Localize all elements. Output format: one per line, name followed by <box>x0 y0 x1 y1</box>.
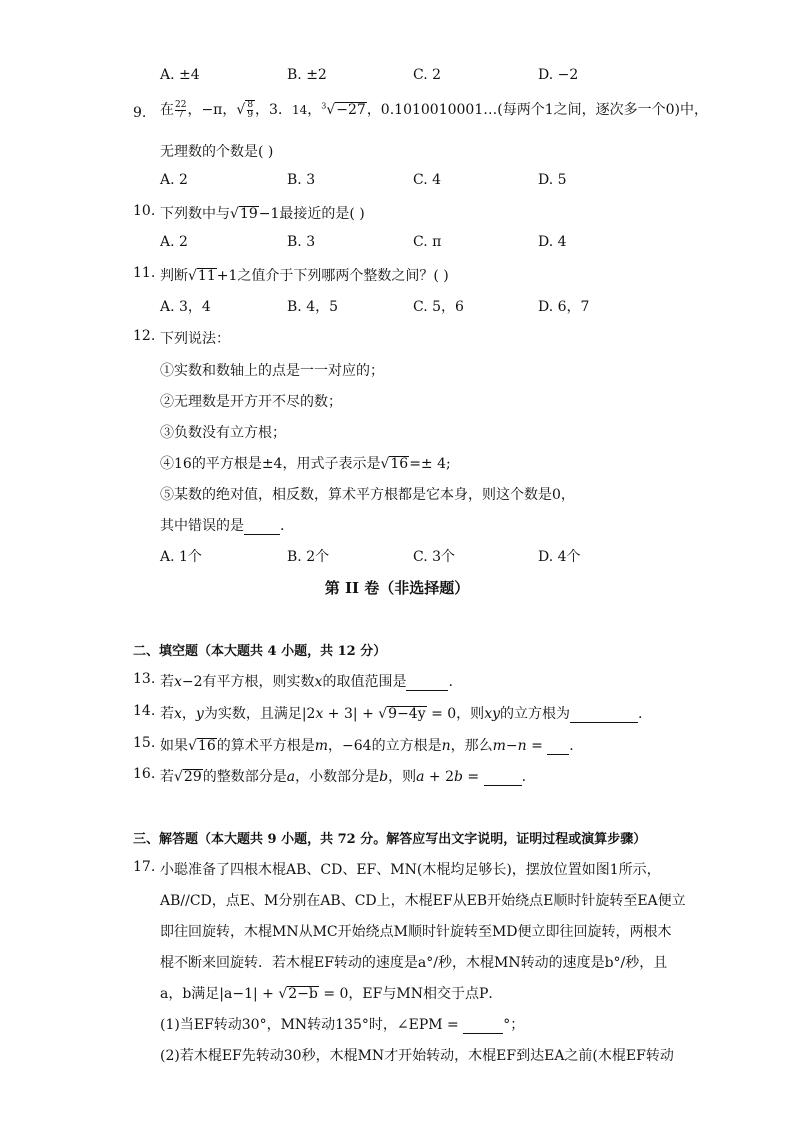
q14-text: 的立方根为 <box>500 706 570 722</box>
q12-statement-5: ⑤某数的绝对值，相反数，算术平方根都是它本身，则这个数是0， <box>160 487 575 503</box>
q16-var: b <box>453 769 463 785</box>
q9-text: ， <box>307 102 322 118</box>
q14-text: 为实数，且满足|2 <box>203 706 316 722</box>
q12-option-b: B. 2个 <box>287 549 330 565</box>
q17-line-5: a，b满足|a−1| + √2−b = 0，EF与MN相交于点P． <box>160 986 503 1002</box>
q10-stem: 下列数中与√19−1最接近的是( ) <box>160 206 365 222</box>
q8-option-c: C. 2 <box>413 67 442 83</box>
q13-stem <box>160 671 453 691</box>
q15-var: m <box>492 738 506 754</box>
q15-text: 的算术平方根是 <box>216 738 315 754</box>
q14-text: . <box>638 706 643 722</box>
q10-option-a: A. 2 <box>160 234 188 250</box>
q17-line-6 <box>160 1014 524 1034</box>
q9-option-a: A. 2 <box>160 172 188 188</box>
q8-option-d: D. −2 <box>538 67 579 83</box>
q13-text: −2有平方根，则实数 <box>181 674 315 690</box>
part-title: 第 II 卷（非选择题） <box>324 579 470 597</box>
q9-option-c: C. 4 <box>413 172 442 188</box>
q9-fraction <box>175 101 186 120</box>
q9-option-b: B. 3 <box>287 172 316 188</box>
q12-text: . <box>280 518 285 534</box>
q14-text: + 3| + <box>323 706 379 722</box>
q12-radicand: 16 <box>390 456 409 472</box>
q9-cbrt-index: 3 <box>321 101 327 111</box>
q11-stem: 判断√11+1之值介于下列哪两个整数之间？( ) <box>160 268 449 284</box>
q16-var: b <box>379 769 389 785</box>
q17-line-3: 即往回旋转，木棍MN从MC开始绕点M顺时针旋转至MD便立即往回旋转，两根木 <box>160 924 672 940</box>
q17-radicand: 2−b <box>288 986 318 1002</box>
q15-number: 15. <box>133 735 156 751</box>
q17-text: a，b满足|a−1| + <box>160 986 279 1002</box>
q14-number: 14. <box>133 703 156 719</box>
q14-var: x <box>315 706 324 722</box>
q13-text: 的取值范围是 <box>322 674 407 690</box>
answer-blank[interactable] <box>547 740 569 755</box>
q12-stem: 下列说法： <box>160 331 230 347</box>
q12-text: =± 4; <box>409 456 451 472</box>
q17-text: (1)当EF转动30°，MN转动135°时，∠EPM = <box>160 1017 464 1033</box>
q16-var: a <box>416 769 425 785</box>
q9-sqrt-numerator: 8 <box>247 99 254 110</box>
q12-text: 其中错误的是 <box>160 518 244 534</box>
q11-option-d: D. 6，7 <box>538 299 590 315</box>
q8-option-a: A. ±4 <box>160 67 200 83</box>
q12-answer-line <box>160 515 284 535</box>
q16-text: 的整数部分是 <box>202 769 287 785</box>
q13-var: x <box>174 674 182 690</box>
q14-text: ， <box>181 706 196 722</box>
q14-var: xy <box>484 706 500 722</box>
q17-number: 17. <box>133 859 156 875</box>
q17-line-1: 小聪准备了四根木棍AB、CD、EF、MN(木棍均足够长)，摆放位置如图1所示， <box>160 862 661 878</box>
q16-var: a <box>286 769 296 785</box>
q17-line-4: 棍不断来回旋转．若木棍EF转动的速度是a°/秒，木棍MN转动的速度是b°/秒，且 <box>160 955 668 971</box>
q9-fraction-numerator: 22 <box>175 99 187 110</box>
q8-option-b: B. ±2 <box>287 67 327 83</box>
q15-text: ，−64的立方根是 <box>328 738 442 754</box>
q15-var: n <box>517 738 527 754</box>
q17-text: = 0，EF与MN相交于点P． <box>318 986 503 1002</box>
q9-text: ，0.1010010001…(每两个1之间，逐次多一个0)中， <box>366 102 708 118</box>
q16-text: ，小数部分是 <box>295 769 380 785</box>
section-heading-solve: 三、解答题（本大题共 9 小题，共 72 分。解答应写出文字说明，证明过程或演算步骤） <box>133 832 647 847</box>
q17-line-2: AB//CD，点E、M分别在AB、CD上，木棍EF从EB开始绕点E顺时针旋转至EA便立 <box>160 893 686 909</box>
q9-cbrt-radicand: −27 <box>336 102 366 118</box>
q11-number: 11. <box>133 265 156 281</box>
q11-option-c: C. 5，6 <box>413 299 464 315</box>
answer-blank[interactable] <box>463 1019 503 1034</box>
q15-var: n <box>441 738 451 754</box>
q9-text: 在 <box>160 102 174 118</box>
q9-option-d: D. 5 <box>538 172 567 188</box>
q12-text: ④16的平方根是±4，用式子表示是 <box>160 456 381 472</box>
q14-var: y <box>195 706 204 722</box>
q12-number: 12. <box>133 328 156 344</box>
q12-statement-2: ②无理数是开方开不尽的数； <box>160 394 342 410</box>
q11-option-b: B. 4，5 <box>287 299 339 315</box>
q12-statement-1: ①实数和数轴上的点是一一对应的； <box>160 363 384 379</box>
q10-number: 10. <box>133 203 156 219</box>
answer-blank[interactable] <box>484 771 522 786</box>
q14-var: x <box>174 706 182 722</box>
q9-repeating-decimal: 14 <box>291 103 308 117</box>
q10-text: −1最接近的是( ) <box>258 206 365 222</box>
q10-radicand: 19 <box>239 206 258 222</box>
q14-stem: 若x，y为实数，且满足|2x + 3| + √9−4y = 0，则xy的立方根为 . <box>160 706 643 722</box>
q11-text: +1之值介于下列哪两个整数之间？( ) <box>216 268 449 284</box>
q10-option-d: D. 4 <box>538 234 567 250</box>
answer-blank[interactable] <box>570 708 638 723</box>
q16-text: 若 <box>160 769 174 785</box>
q9-fraction-denominator: 7 <box>177 109 184 120</box>
q15-text: . <box>569 738 574 754</box>
answer-blank[interactable] <box>406 676 448 691</box>
q9-number: 9. <box>133 105 147 121</box>
q15-var: m <box>314 738 329 754</box>
q9-text: ，−π， <box>187 102 237 118</box>
section-heading-fill: 二、填空题（本大题共 4 小题，共 12 分） <box>133 644 387 659</box>
q10-text: 下列数中与 <box>160 206 230 222</box>
q16-text: ，则 <box>388 769 417 785</box>
q9-stem: 在 $\frac{22}{7}$ ，−π，√ $\frac{8}{9}$ ，3．14，$^3$√−27，0.1010010001…(每两个1之间，逐次多一个0)中， <box>160 99 708 120</box>
q11-option-a: A. 3，4 <box>160 299 211 315</box>
q12-statement-4: ④16的平方根是±4，用式子表示是√16=± 4; <box>160 456 451 472</box>
q11-radicand: 11 <box>197 268 216 284</box>
q12-option-d: D. 4个 <box>538 549 581 565</box>
q16-stem: 若√29的整数部分是a，小数部分是b，则a + 2b = . <box>160 769 527 785</box>
q12-statement-3: ③负数没有立方根； <box>160 425 286 441</box>
q13-text: 若 <box>160 674 174 690</box>
q12-option-c: C. 3个 <box>413 549 456 565</box>
q17-text: °； <box>503 1017 525 1033</box>
q15-text: 如果 <box>160 738 188 754</box>
q9-sqrt <box>245 100 255 120</box>
q11-text: 判断 <box>160 268 188 284</box>
q9-text: ，3． <box>255 102 292 118</box>
q15-text: = <box>526 738 548 754</box>
q15-text: − <box>505 738 518 754</box>
q15-radicand: 16 <box>197 738 216 754</box>
q10-option-c: C. π <box>413 234 442 250</box>
q17-line-7: (2)若木棍EF先转动30秒，木棍MN才开始转动，木棍EF到达EA之前(木棍EF转动 <box>160 1048 674 1064</box>
q14-text: 若 <box>160 706 174 722</box>
q13-number: 13. <box>133 671 156 687</box>
q9-stem-line2: 无理数的个数是( ) <box>160 144 274 160</box>
q15-stem: 如果√16的算术平方根是m，−64的立方根是n，那么m−n = . <box>160 738 574 754</box>
q14-text: = 0，则 <box>426 706 485 722</box>
q16-text: = <box>462 769 484 785</box>
q12-option-a: A. 1个 <box>160 549 202 565</box>
q16-radicand: 29 <box>183 769 202 785</box>
answer-blank[interactable] <box>244 520 280 535</box>
q13-var: x <box>314 674 323 690</box>
q16-text: . <box>521 769 527 785</box>
q9-sqrt-fraction <box>247 101 253 120</box>
q16-number: 16. <box>133 766 156 782</box>
q9-sqrt-denominator: 9 <box>247 109 254 120</box>
q15-text: ，那么 <box>450 738 493 754</box>
q10-option-b: B. 3 <box>287 234 316 250</box>
q16-text: + 2 <box>424 769 454 785</box>
q14-radicand: 9−4y <box>388 706 426 722</box>
q13-text: . <box>448 674 453 690</box>
